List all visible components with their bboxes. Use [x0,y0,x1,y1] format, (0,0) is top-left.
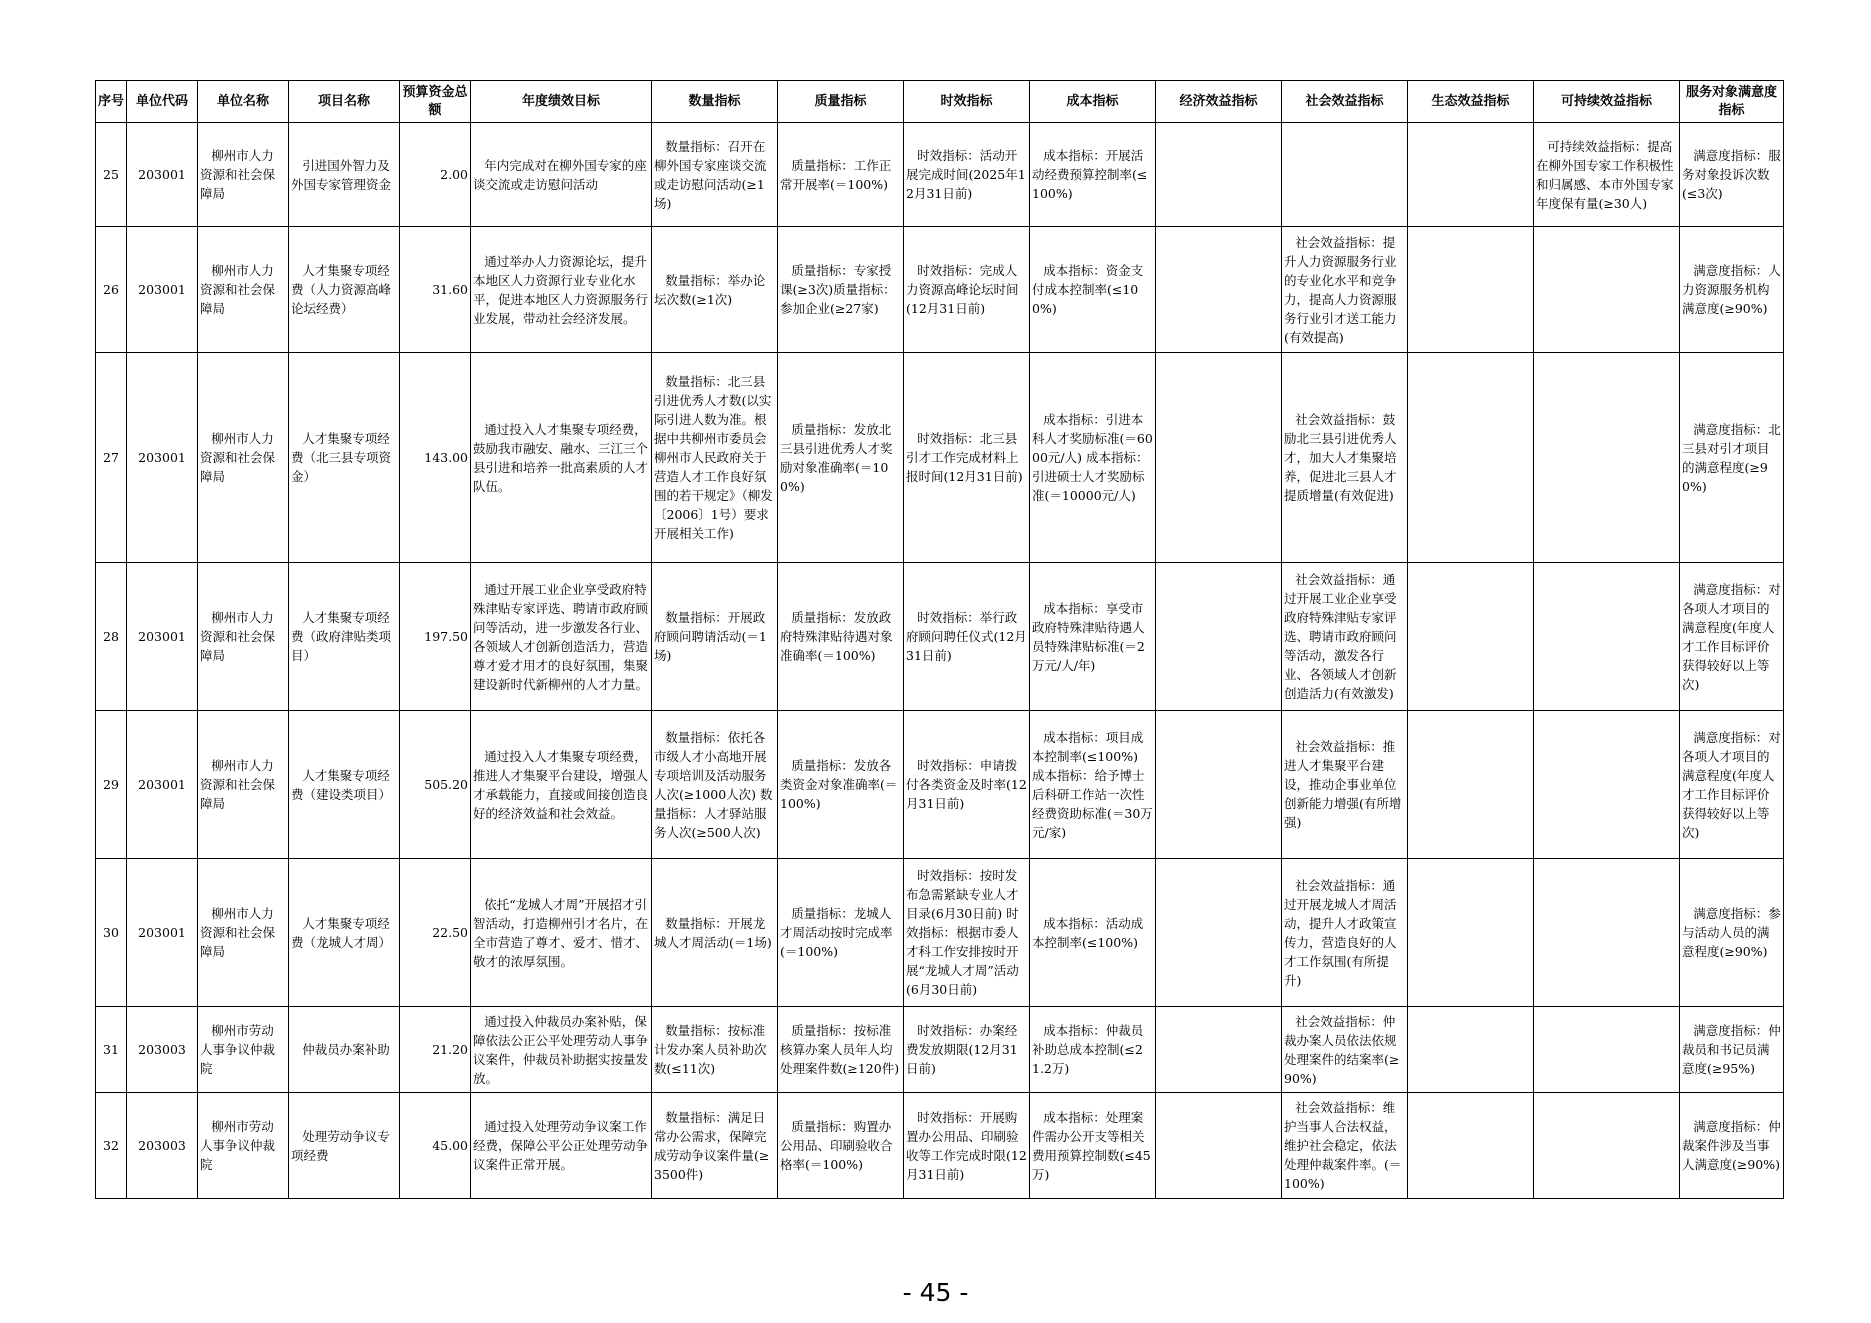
economic-benefit-cell [1156,353,1282,563]
quantity-indicator-cell: 数量指标：依托各市级人才小高地开展专项培训及活动服务人次(≥1000人次) 数量指标：人才驿站服务人次(≥500人次) [652,711,778,859]
economic-benefit-cell [1156,563,1282,711]
annual-goal-cell: 通过投入处理劳动争议案工作经费，保障公平公正处理劳动争议案件正常开展。 [471,1093,652,1199]
budget-cell: 45.00 [400,1093,471,1199]
annual-goal-cell: 年内完成对在柳外国专家的座谈交流或走访慰问活动 [471,123,652,227]
unit-name-cell: 柳州市人力资源和社会保障局 [198,123,289,227]
seq-cell: 25 [96,123,127,227]
satisfaction-indicator-cell: 满意度指标：仲裁案件涉及当事人满意度(≥90%) [1680,1093,1784,1199]
social-benefit-cell [1282,123,1408,227]
header-cell: 经济效益指标 [1156,81,1282,123]
unit-code-cell: 203001 [127,711,198,859]
sustainable-benefit-cell [1534,227,1680,353]
table-row [96,353,1784,563]
project-name-cell: 人才集聚专项经费（龙城人才周） [289,859,400,1007]
cost-indicator-cell: 成本指标：仲裁员补助总成本控制(≤21.2万) [1030,1007,1156,1093]
project-name-cell: 仲裁员办案补助 [289,1007,400,1093]
quantity-indicator-cell: 数量指标：召开在柳外国专家座谈交流或走访慰问活动(≥1场) [652,123,778,227]
satisfaction-indicator-cell: 满意度指标：仲裁员和书记员满意度(≥95%) [1680,1007,1784,1093]
quantity-indicator-cell: 数量指标：按标准计发办案人员补助次数(≤11次) [652,1007,778,1093]
annual-goal-cell: 通过投入人才集聚专项经费，鼓励我市融安、融水、三江三个县引进和培养一批高素质的人才队伍。 [471,353,652,563]
social-benefit-cell: 社会效益指标：通过开展工业企业享受政府特殊津贴专家评选、聘请市政府顾问等活动，激发各行业、各领域人才创新创造活力(有效激发) [1282,563,1408,711]
unit-name-cell: 柳州市劳动人事争议仲裁院 [198,1093,289,1199]
satisfaction-indicator-cell: 满意度指标：对各项人才项目的满意程度(年度人才工作目标评价获得较好以上等次) [1680,711,1784,859]
economic-benefit-cell [1156,1007,1282,1093]
unit-name-cell: 柳州市人力资源和社会保障局 [198,353,289,563]
budget-cell: 143.00 [400,353,471,563]
header-cell: 数量指标 [652,81,778,123]
seq-cell: 28 [96,563,127,711]
annual-goal-cell: 通过举办人力资源论坛，提升本地区人力资源行业专业化水平，促进本地区人力资源服务行业发展，带动社会经济发展。 [471,227,652,353]
budget-cell: 2.00 [400,123,471,227]
header-cell: 成本指标 [1030,81,1156,123]
quality-indicator-cell: 质量指标：发放政府特殊津贴待遇对象准确率(＝100%) [778,563,904,711]
budget-cell: 22.50 [400,859,471,1007]
economic-benefit-cell [1156,711,1282,859]
budget-cell: 21.20 [400,1007,471,1093]
sustainable-benefit-cell: 可持续效益指标：提高在柳外国专家工作积极性和归属感、本市外国专家年度保有量(≥30人) [1534,123,1680,227]
header-cell: 预算资金总额 [400,81,471,123]
economic-benefit-cell [1156,859,1282,1007]
header-cell: 单位代码 [127,81,198,123]
header-cell: 社会效益指标 [1282,81,1408,123]
quantity-indicator-cell: 数量指标：开展政府顾问聘请活动(＝1场) [652,563,778,711]
quantity-indicator-cell: 数量指标：举办论坛次数(≥1次) [652,227,778,353]
annual-goal-cell: 依托“龙城人才周”开展招才引智活动，打造柳州引才名片，在全市营造了尊才、爱才、惜才、敬才的浓厚氛围。 [471,859,652,1007]
sustainable-benefit-cell [1534,711,1680,859]
header-cell: 年度绩效目标 [471,81,652,123]
ecological-benefit-cell [1408,859,1534,1007]
timeliness-indicator-cell: 时效指标：活动开展完成时间(2025年12月31日前) [904,123,1030,227]
social-benefit-cell: 社会效益指标：维护当事人合法权益，维护社会稳定，依法处理仲裁案件率。(＝100%) [1282,1093,1408,1199]
header-cell: 可持续效益指标 [1534,81,1680,123]
seq-cell: 27 [96,353,127,563]
seq-cell: 32 [96,1093,127,1199]
satisfaction-indicator-cell: 满意度指标：人力资源服务机构满意度(≥90%) [1680,227,1784,353]
cost-indicator-cell: 成本指标：享受市政府特殊津贴待遇人员特殊津贴标准(＝2万元/人/年) [1030,563,1156,711]
sustainable-benefit-cell [1534,353,1680,563]
quality-indicator-cell: 质量指标：专家授课(≥3次)质量指标：参加企业(≥27家) [778,227,904,353]
quantity-indicator-cell: 数量指标：北三县引进优秀人才数(以实际引进人数为准。根据中共柳州市委员会柳州市人民政府关于营造人才工作良好氛围的若干规定》（柳发〔2006〕1号）要求开展相关工作) [652,353,778,563]
unit-code-cell: 203001 [127,563,198,711]
table-row [96,1093,1784,1199]
sustainable-benefit-cell [1534,1093,1680,1199]
ecological-benefit-cell [1408,711,1534,859]
sustainable-benefit-cell [1534,1007,1680,1093]
project-name-cell: 处理劳动争议专项经费 [289,1093,400,1199]
performance-table-sheet [95,80,1784,1199]
sustainable-benefit-cell [1534,859,1680,1007]
header-cell: 项目名称 [289,81,400,123]
project-name-cell: 引进国外智力及外国专家管理资金 [289,123,400,227]
unit-name-cell: 柳州市人力资源和社会保障局 [198,859,289,1007]
satisfaction-indicator-cell: 满意度指标：北三县对引才项目的满意程度(≥90%) [1680,353,1784,563]
table-row [96,123,1784,227]
table-row [96,711,1784,859]
social-benefit-cell: 社会效益指标：仲裁办案人员依法依规处理案件的结案率(≥90%) [1282,1007,1408,1093]
ecological-benefit-cell [1408,563,1534,711]
project-name-cell: 人才集聚专项经费（政府津贴类项目） [289,563,400,711]
table-row [96,859,1784,1007]
cost-indicator-cell: 成本指标：资金支付成本控制率(≤100%) [1030,227,1156,353]
table-row [96,1007,1784,1093]
social-benefit-cell: 社会效益指标：通过开展龙城人才周活动，提升人才政策宣传力，营造良好的人才工作氛围(有所提升) [1282,859,1408,1007]
page-number: - 45 - [902,1278,969,1307]
budget-cell: 31.60 [400,227,471,353]
unit-code-cell: 203003 [127,1007,198,1093]
timeliness-indicator-cell: 时效指标：申请拨付各类资金及时率(12月31日前) [904,711,1030,859]
timeliness-indicator-cell: 时效指标：开展购置办公用品、印刷验收等工作完成时限(12月31日前) [904,1093,1030,1199]
cost-indicator-cell: 成本指标：项目成本控制率(≤100%) 成本指标：给予博士后科研工作站一次性经费资助标准(＝30万元/家) [1030,711,1156,859]
timeliness-indicator-cell: 时效指标：按时发布急需紧缺专业人才目录(6月30日前) 时效指标：根据市委人才科工作安排按时开展“龙城人才周”活动(6月30日前) [904,859,1030,1007]
timeliness-indicator-cell: 时效指标：办案经费发放期限(12月31日前) [904,1007,1030,1093]
quantity-indicator-cell: 数量指标：开展龙城人才周活动(＝1场) [652,859,778,1007]
project-name-cell: 人才集聚专项经费（建设类项目） [289,711,400,859]
unit-name-cell: 柳州市人力资源和社会保障局 [198,563,289,711]
economic-benefit-cell [1156,227,1282,353]
cost-indicator-cell: 成本指标：引进本科人才奖励标准(＝6000元/人) 成本指标：引进硕士人才奖励标准(＝10000元/人) [1030,353,1156,563]
seq-cell: 31 [96,1007,127,1093]
annual-goal-cell: 通过投入仲裁员办案补贴，保障依法公正公平处理劳动人事争议案件，仲裁员补助据实按量发放。 [471,1007,652,1093]
budget-cell: 197.50 [400,563,471,711]
project-name-cell: 人才集聚专项经费（北三县专项资金） [289,353,400,563]
annual-goal-cell: 通过开展工业企业享受政府特殊津贴专家评选、聘请市政府顾问等活动，进一步激发各行业、各领域人才创新创造活力，营造尊才爱才用才的良好氛围，集聚建设新时代新柳州的人才力量。 [471,563,652,711]
ecological-benefit-cell [1408,353,1534,563]
quality-indicator-cell: 质量指标：发放各类资金对象准确率(＝100%) [778,711,904,859]
annual-goal-cell: 通过投入人才集聚专项经费，推进人才集聚平台建设，增强人才承载能力，直接或间接创造良好的经济效益和社会效益。 [471,711,652,859]
satisfaction-indicator-cell: 满意度指标：服务对象投诉次数(≤3次) [1680,123,1784,227]
cost-indicator-cell: 成本指标：处理案件需办公开支等相关费用预算控制数(≤45万) [1030,1093,1156,1199]
header-cell: 时效指标 [904,81,1030,123]
budget-cell: 505.20 [400,711,471,859]
quality-indicator-cell: 质量指标：龙城人才周活动按时完成率(＝100%) [778,859,904,1007]
satisfaction-indicator-cell: 满意度指标：参与活动人员的满意程度(≥90%) [1680,859,1784,1007]
satisfaction-indicator-cell: 满意度指标：对各项人才项目的满意程度(年度人才工作目标评价获得较好以上等次) [1680,563,1784,711]
unit-name-cell: 柳州市人力资源和社会保障局 [198,711,289,859]
cost-indicator-cell: 成本指标：开展活动经费预算控制率(≤100%) [1030,123,1156,227]
quality-indicator-cell: 质量指标：工作正常开展率(＝100%) [778,123,904,227]
ecological-benefit-cell [1408,227,1534,353]
table-row [96,227,1784,353]
table-header-row [96,81,1784,123]
project-name-cell: 人才集聚专项经费（人力资源高峰论坛经费） [289,227,400,353]
unit-name-cell: 柳州市劳动人事争议仲裁院 [198,1007,289,1093]
quantity-indicator-cell: 数量指标：满足日常办公需求，保障完成劳动争议案件量(≥3500件) [652,1093,778,1199]
header-cell: 单位名称 [198,81,289,123]
unit-code-cell: 203001 [127,859,198,1007]
social-benefit-cell: 社会效益指标：推进人才集聚平台建设，推动企事业单位创新能力增强(有所增强) [1282,711,1408,859]
seq-cell: 30 [96,859,127,1007]
seq-cell: 26 [96,227,127,353]
header-cell: 质量指标 [778,81,904,123]
unit-code-cell: 203001 [127,227,198,353]
ecological-benefit-cell [1408,1007,1534,1093]
unit-name-cell: 柳州市人力资源和社会保障局 [198,227,289,353]
unit-code-cell: 203001 [127,353,198,563]
ecological-benefit-cell [1408,1093,1534,1199]
timeliness-indicator-cell: 时效指标：北三县引才工作完成材料上报时间(12月31日前) [904,353,1030,563]
ecological-benefit-cell [1408,123,1534,227]
timeliness-indicator-cell: 时效指标：举行政府顾问聘任仪式(12月31日前) [904,563,1030,711]
economic-benefit-cell [1156,1093,1282,1199]
table-row [96,563,1784,711]
social-benefit-cell: 社会效益指标：鼓励北三县引进优秀人才，加大人才集聚培养，促进北三县人才提质增量(有效促进) [1282,353,1408,563]
header-cell: 服务对象满意度指标 [1680,81,1784,123]
quality-indicator-cell: 质量指标：发放北三县引进优秀人才奖励对象准确率(＝100%) [778,353,904,563]
header-cell: 序号 [96,81,127,123]
quality-indicator-cell: 质量指标：购置办公用品、印刷验收合格率(＝100%) [778,1093,904,1199]
unit-code-cell: 203001 [127,123,198,227]
social-benefit-cell: 社会效益指标：提升人力资源服务行业的专业化水平和竞争力，提高人力资源服务行业引才送工能力(有效提高) [1282,227,1408,353]
unit-code-cell: 203003 [127,1093,198,1199]
performance-goals-table [95,80,1784,1199]
seq-cell: 29 [96,711,127,859]
cost-indicator-cell: 成本指标：活动成本控制率(≤100%) [1030,859,1156,1007]
timeliness-indicator-cell: 时效指标：完成人力资源高峰论坛时间(12月31日前) [904,227,1030,353]
economic-benefit-cell [1156,123,1282,227]
quality-indicator-cell: 质量指标：按标准核算办案人员年人均处理案件数(≥120件) [778,1007,904,1093]
sustainable-benefit-cell [1534,563,1680,711]
header-cell: 生态效益指标 [1408,81,1534,123]
